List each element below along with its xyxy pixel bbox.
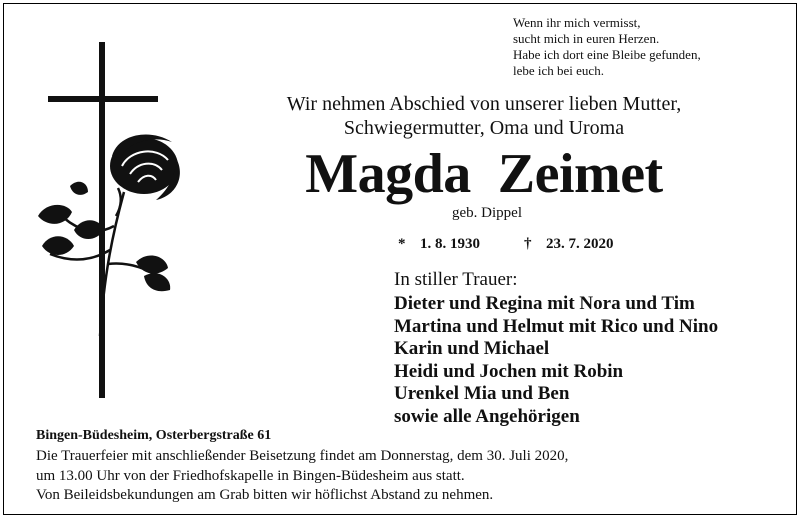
mourner-line: Martina und Helmut mit Rico und Nino: [394, 315, 719, 337]
poem: [513, 15, 701, 79]
intro-line: Schwiegermutter, Oma und Uroma: [343, 117, 625, 139]
notice-line: um 13.00 Uhr von der Friedhofskapelle in Bingen-Büdesheim aus statt.: [36, 467, 465, 484]
mourners-list: [394, 293, 718, 428]
mourner-line: Urenkel Mia und Ben: [394, 383, 570, 404]
birth-symbol: *: [398, 236, 406, 252]
mourners-heading: In stiller Trauer:: [394, 269, 518, 290]
mourner-line: sowie alle Angehörigen: [394, 405, 580, 427]
poem-line: Wenn ihr mich vermisst,: [513, 15, 641, 30]
cross-with-rose-icon: [26, 36, 196, 404]
life-dates: [398, 236, 614, 253]
deceased-name: Magda Zeimet: [305, 143, 663, 205]
maiden-name: geb. Dippel: [452, 205, 522, 221]
obituary-card: [3, 3, 797, 515]
poem-line: lebe ich bei euch.: [513, 63, 604, 78]
funeral-notice: [36, 447, 568, 506]
mourner-line: Heidi und Jochen mit Robin: [394, 360, 624, 382]
family-address: Bingen-Büdesheim, Osterbergstraße 61: [36, 428, 272, 443]
notice-line: Von Beileidsbekundungen am Grab bitten wir höflichst Abstand zu nehmen.: [36, 487, 494, 503]
mourner-line: Dieter und Regina mit Nora und Tim: [394, 293, 695, 314]
birth-date: 1. 8. 1930: [420, 236, 480, 252]
intro-line: Wir nehmen Abschied von unserer lieben Mutter,: [286, 93, 682, 115]
farewell-intro: [244, 92, 724, 140]
death-date: 23. 7. 2020: [546, 236, 614, 252]
poem-line: Habe ich dort eine Bleibe gefunden,: [513, 47, 701, 62]
poem-line: sucht mich in euren Herzen.: [513, 31, 660, 46]
death-symbol: †: [524, 236, 532, 252]
mourner-line: Karin und Michael: [394, 338, 550, 359]
notice-line: Die Trauerfeier mit anschließender Beisetzung findet am Donnerstag, dem 30. Juli 2020,: [36, 448, 569, 464]
